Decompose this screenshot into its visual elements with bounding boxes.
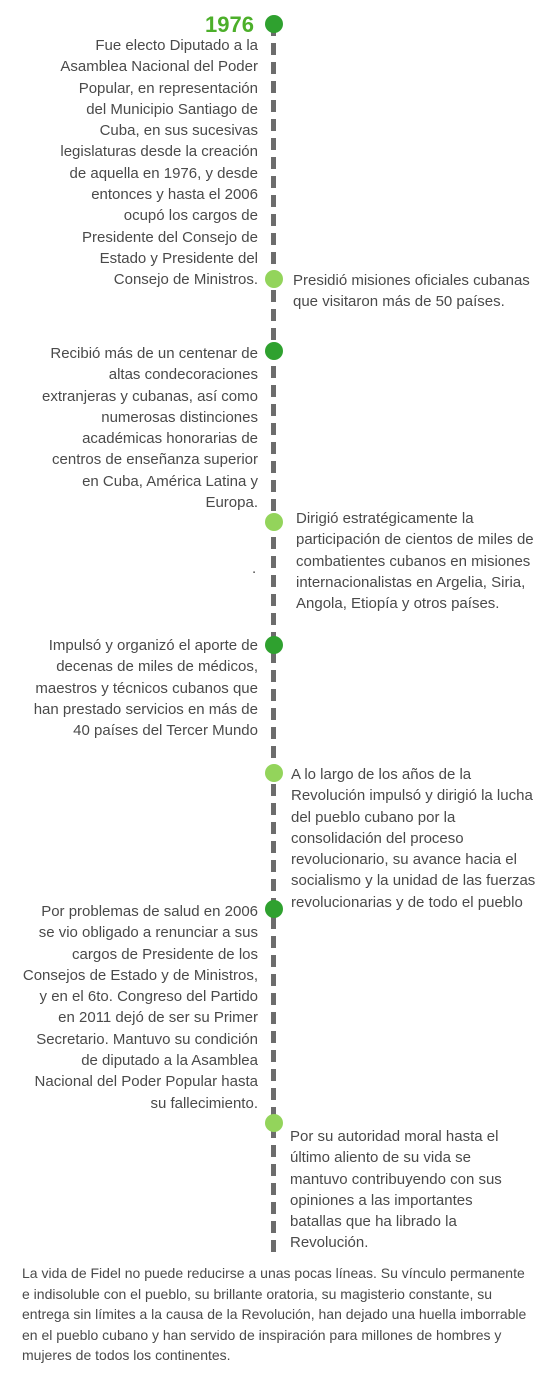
- timeline-entry: A lo largo de los años de la Revolución impulsó y dirigió la lucha del pueblo cubano por la consolidación del proceso revolucionario, su avance hacia el socialismo y la unidad de las fuerzas revolucionarias y de todo el pueblo: [291, 766, 536, 911]
- timeline-entry: Por problemas de salud en 2006 se vio obligado a renunciar a sus cargos de Presidente de los Consejos de Estado y de Ministros, y en el 6to. Congreso del Partido en 2011 dejó de ser su Primer Secretario. Mantuvo su condición de diputado a la Asamblea Nacional del Poder Popular hasta su fallecimiento.: [22, 903, 258, 1112]
- timeline-entry: Dirigió estratégicamente la participación de cientos de miles de combatientes cubanos en misiones internacionalistas en Argelia, Siria, Angola, Etiopía y otros países.: [296, 510, 534, 613]
- timeline-entry: Presidió misiones oficiales cubanas que visitaron más de 50 países.: [293, 272, 530, 311]
- timeline-marker: [265, 1114, 283, 1132]
- timeline-marker: [265, 270, 283, 288]
- timeline-entry: Por su autoridad moral hasta el último aliento de su vida se mantuvo contribuyendo con sus opiniones a las importantes batallas que ha librado la Revolución.: [290, 1128, 502, 1252]
- timeline-marker: [265, 342, 283, 360]
- timeline-marker: [265, 15, 283, 33]
- timeline-year: 1976: [205, 12, 254, 37]
- closing-paragraph: La vida de Fidel no puede reducirse a unas pocas líneas. Su vínculo permanente e indisoluble con el pueblo, su brillante oratoria, su magisterio constante, su entrega sin límites a la causa de la Revolución, han dejado una huella imborrable en el pueblo cubano y han servido de inspiración para millones de hombres y mujeres de todos los continentes.: [22, 1265, 527, 1363]
- timeline-marker: [265, 636, 283, 654]
- timeline-entry: Recibió más de un centenar de altas condecoraciones extranjeras y cubanas, así como numerosas distinciones académicas honorarias de centros de enseñanza superior en Cuba, América Latina y Europa.: [42, 345, 258, 512]
- timeline-marker: [265, 900, 283, 918]
- stray-period: .: [252, 560, 257, 577]
- timeline-entry: Impulsó y organizó el aporte de decenas de miles de médicos, maestros y técnicos cubanos que han prestado servicios en más de 40 países del Tercer Mundo: [33, 637, 258, 740]
- timeline-marker: [265, 513, 283, 531]
- timeline-marker: [265, 764, 283, 782]
- timeline-entry: Fue electo Diputado a la Asamblea Nacional del Poder Popular, en representación del Municipio Santiago de Cuba, en sus sucesivas legislaturas desde la creación de aquella en 1976, y desde entonces y hasta el 2006 ocupó los cargos de Presidente del Consejo de Estado y Presidente del Consejo de Ministros.: [60, 37, 258, 289]
